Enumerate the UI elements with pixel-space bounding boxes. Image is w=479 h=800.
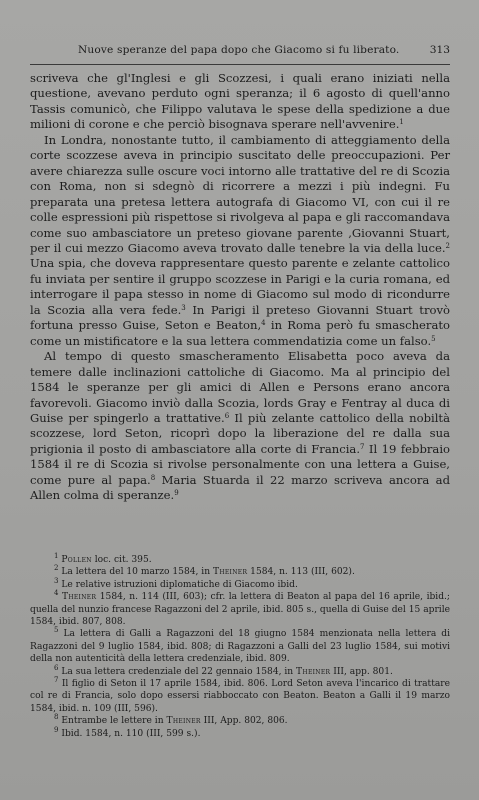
running-head — [30, 44, 450, 58]
author-smallcaps: Theiner — [166, 716, 201, 727]
footnote-text-cont: III, app. 801. — [330, 666, 393, 677]
paragraph-3 — [30, 349, 450, 504]
main-text — [30, 71, 450, 504]
footnote-text-cont: 1584, n. 113 (III, 602). — [247, 567, 355, 578]
footnote-text: Ibid. 1584, n. 110 (III, 599 s.). — [61, 728, 201, 739]
footnote-text: Le relative istruzioni diplomatiche di Giacomo ibid. — [61, 579, 298, 590]
footnote-ref: 3 — [181, 303, 186, 312]
footnote-text: 1584, n. 114 (III, 603); cfr. la lettera di Beaton al papa del 16 aprile, ibid.; quella del nunzio francese Ragazzoni del 2 aprile, ibid. 805 s., quella di Guise del 15 aprile 1584, ibid. 807, 808. — [30, 592, 450, 628]
footnote-4 — [30, 591, 450, 628]
footnote-ref: 6 — [224, 411, 230, 420]
page-number: 313 — [429, 44, 450, 56]
header-rule — [30, 64, 450, 65]
footnote-ref: 8 — [150, 473, 156, 482]
footnote-text: La lettera del 10 marzo 1584, in — [61, 567, 213, 578]
paragraph-2 — [30, 133, 450, 349]
footnote-number: 2 — [54, 564, 59, 573]
footnote-ref: 1 — [399, 118, 404, 127]
paragraph-3-text-b: Il più zelante cattolico della nobiltà scozzese, lord Seton, ricoprì dopo la liberazione del re dalla sua prigionia il posto di ambasciatore alla corte di Francia. — [30, 410, 450, 456]
footnote-8 — [30, 715, 450, 727]
footnote-text: La sua lettera credenziale del 22 gennaio 1584, in — [61, 666, 297, 677]
footnote-5 — [30, 628, 450, 665]
author-smallcaps: Theiner — [61, 592, 97, 603]
footnote-9 — [30, 725, 450, 740]
paragraph-1-text: scriveva che gl'Inglesi e gli Scozzesi, i quali erano iniziati nella questione, avevano perduto ogni speranza; il 6 agosto di quell'anno Tassis comunicò, che Filippo valutava le spese della spedizione a due milioni di corone e che perciò bisognava sperare nell'avvenire. — [30, 71, 450, 132]
footnote-2 — [30, 566, 450, 578]
footnote-text: Il figlio di Seton il 17 aprile 1584, ibid. 806. Lord Seton aveva l'incarico di trattare col re di Francia, solo dopo essersi riabboccato con Beaton. Beaton a Galli il 19 marzo 1584, ibid. n. 109 (III, 596). — [30, 679, 450, 714]
paragraph-3-text-d: Maria Stuarda il 22 marzo scriveva ancora ad Allen colma di speranze. — [30, 472, 450, 503]
footnote-number: 8 — [54, 713, 59, 722]
author-smallcaps: Theiner — [296, 666, 331, 677]
footnote-7 — [30, 678, 450, 715]
author-smallcaps: Theiner — [212, 567, 248, 578]
author-smallcaps: Pollen — [61, 555, 92, 565]
footnote-number: 3 — [54, 576, 59, 585]
paragraph-3-text-c: Il 19 febbraio 1584 il re di Scozia si rivolse personalmente con una lettera a Guise, come pure al papa. — [30, 441, 451, 487]
footnote-6 — [30, 663, 450, 678]
paragraph-1 — [30, 71, 450, 133]
footnote-text: loc. cit. 395. — [91, 555, 152, 565]
paragraph-2-text-b: Una spia, che doveva rappresentare questo parente e zelante cattolico fu inviata per sentire il gruppo scozzese in Parigi e la curia romana, ed interrogare il papa stesso in nome di Giacomo sul modo di ricondurre la Scozia alla vera fede. — [30, 256, 450, 317]
paragraph-2-text-a: In Londra, nonostante tutto, il cambiamento di atteggiamento della corte scozzese aveva in principio suscitato delle preoccupazioni. Per avere chiarezza sulle oscure voci intorno alle trattative del re di Scozia con Roma, non si sdegnò di ricorrere a mezzi i più indegni. Fu preparata una pretesa lettera autografa di Giacomo VI, con cui il re colle espressioni più rispettose si rivolgeva al papa e gli raccomandava come suo ambasciatore un preteso giovane parente ,Giovanni Stuart, per il cui mezzo Giacomo aveva trovato dalle tenebre la via della luce. — [30, 132, 450, 255]
footnote-number: 7 — [54, 676, 59, 685]
paragraph-2-text-d: in Roma però fu smascherato come un mistificatore e la sua lettera commendatizia come un falso. — [30, 318, 450, 348]
footnote-number: 5 — [54, 626, 59, 635]
footnote-text: Entrambe le lettere in — [61, 716, 167, 727]
footnote-ref: 5 — [431, 334, 436, 343]
running-title: Nuove speranze del papa dopo che Giacomo si fu liberato. — [78, 44, 400, 56]
footnote-1 — [30, 554, 450, 566]
footnote-ref: 9 — [174, 489, 179, 498]
footnote-number: 1 — [54, 552, 59, 560]
footnotes — [30, 554, 450, 740]
footnote-number: 9 — [54, 725, 59, 734]
footnote-3 — [30, 576, 450, 591]
paragraph-3-text-a: Al tempo di questo smascheramento Elisabetta poco aveva da temere dalle inclinazioni cattoliche di Giacomo. Ma al principio del 1584 le speranze per gli amici di Allen e Persons erano ancora favorevoli. Giacomo inviò dalla Scozia, lords Gray e Fentray al duca di Guise per spingerlo a trattative. — [30, 349, 450, 425]
footnote-number: 6 — [54, 663, 59, 672]
paragraph-2-text-c: In Parigi il preteso Giovanni Stuart trovò fortuna presso Guise, Seton e Beaton, — [30, 302, 450, 333]
footnote-text-cont: III, App. 802, 806. — [200, 716, 288, 727]
footnote-ref: 2 — [445, 241, 450, 250]
footnote-ref: 4 — [261, 319, 266, 328]
footnote-ref: 7 — [360, 442, 365, 451]
footnote-text: La lettera di Galli a Ragazzoni del 18 giugno 1584 menzionata nella lettera di Ragazzoni del 9 luglio 1584, ibid. 808; di Ragazzoni a Galli del 23 luglio 1584, sui motivi della non autenticità della lettera credenziale, ibid. 809. — [30, 629, 450, 665]
footnote-number: 4 — [54, 589, 59, 598]
